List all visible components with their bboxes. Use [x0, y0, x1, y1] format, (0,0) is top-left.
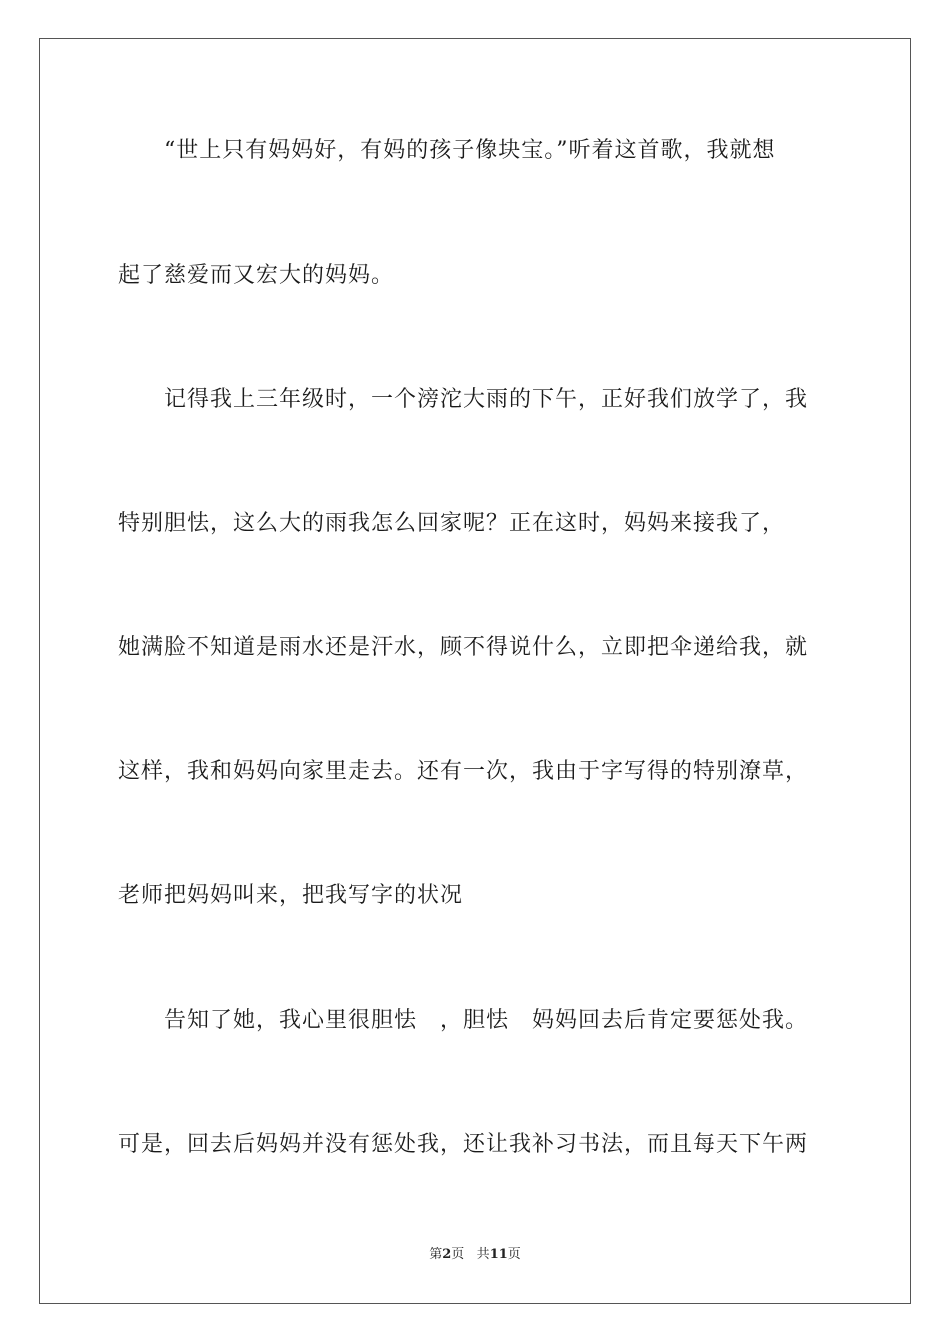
page-number-footer — [0, 1246, 950, 1264]
paragraph-line: “世上只有妈妈好，有妈的孩子像块宝。”听着这首歌，我就想 — [164, 138, 776, 163]
paragraph-line: 记得我上三年级时，一个滂沱大雨的下午，正好我们放学了，我 — [164, 387, 809, 412]
paragraph-line: 可是，回去后妈妈并没有惩处我，还让我补习书法，而且每天下午两 — [118, 1132, 809, 1157]
page-suffix: 页 — [451, 1247, 465, 1262]
paragraph-line: 老师把妈妈叫来，把我写字的状况 — [118, 883, 464, 908]
total-suffix: 页 — [507, 1247, 521, 1262]
current-page-number: 2 — [442, 1247, 452, 1262]
paragraph-line: 告知了她，我心里很胆怯 ，胆怯 妈妈回去后肯定要惩处我。 — [164, 1008, 809, 1033]
page-prefix: 第 — [429, 1247, 443, 1262]
paragraph-line: 起了慈爱而又宏大的妈妈。 — [118, 263, 395, 288]
paragraph-line: 这样，我和妈妈向家里走去。还有一次，我由于字写得的特别潦草， — [118, 759, 809, 784]
total-page-count: 11 — [489, 1247, 508, 1262]
paragraph-line: 特别胆怯，这么大的雨我怎么回家呢？正在这时，妈妈来接我了， — [118, 511, 786, 536]
total-prefix: 共 — [476, 1247, 490, 1262]
paragraph-line: 她满脸不知道是雨水还是汗水，顾不得说什么，立即把伞递给我，就 — [118, 635, 809, 660]
page-border — [39, 38, 911, 1304]
